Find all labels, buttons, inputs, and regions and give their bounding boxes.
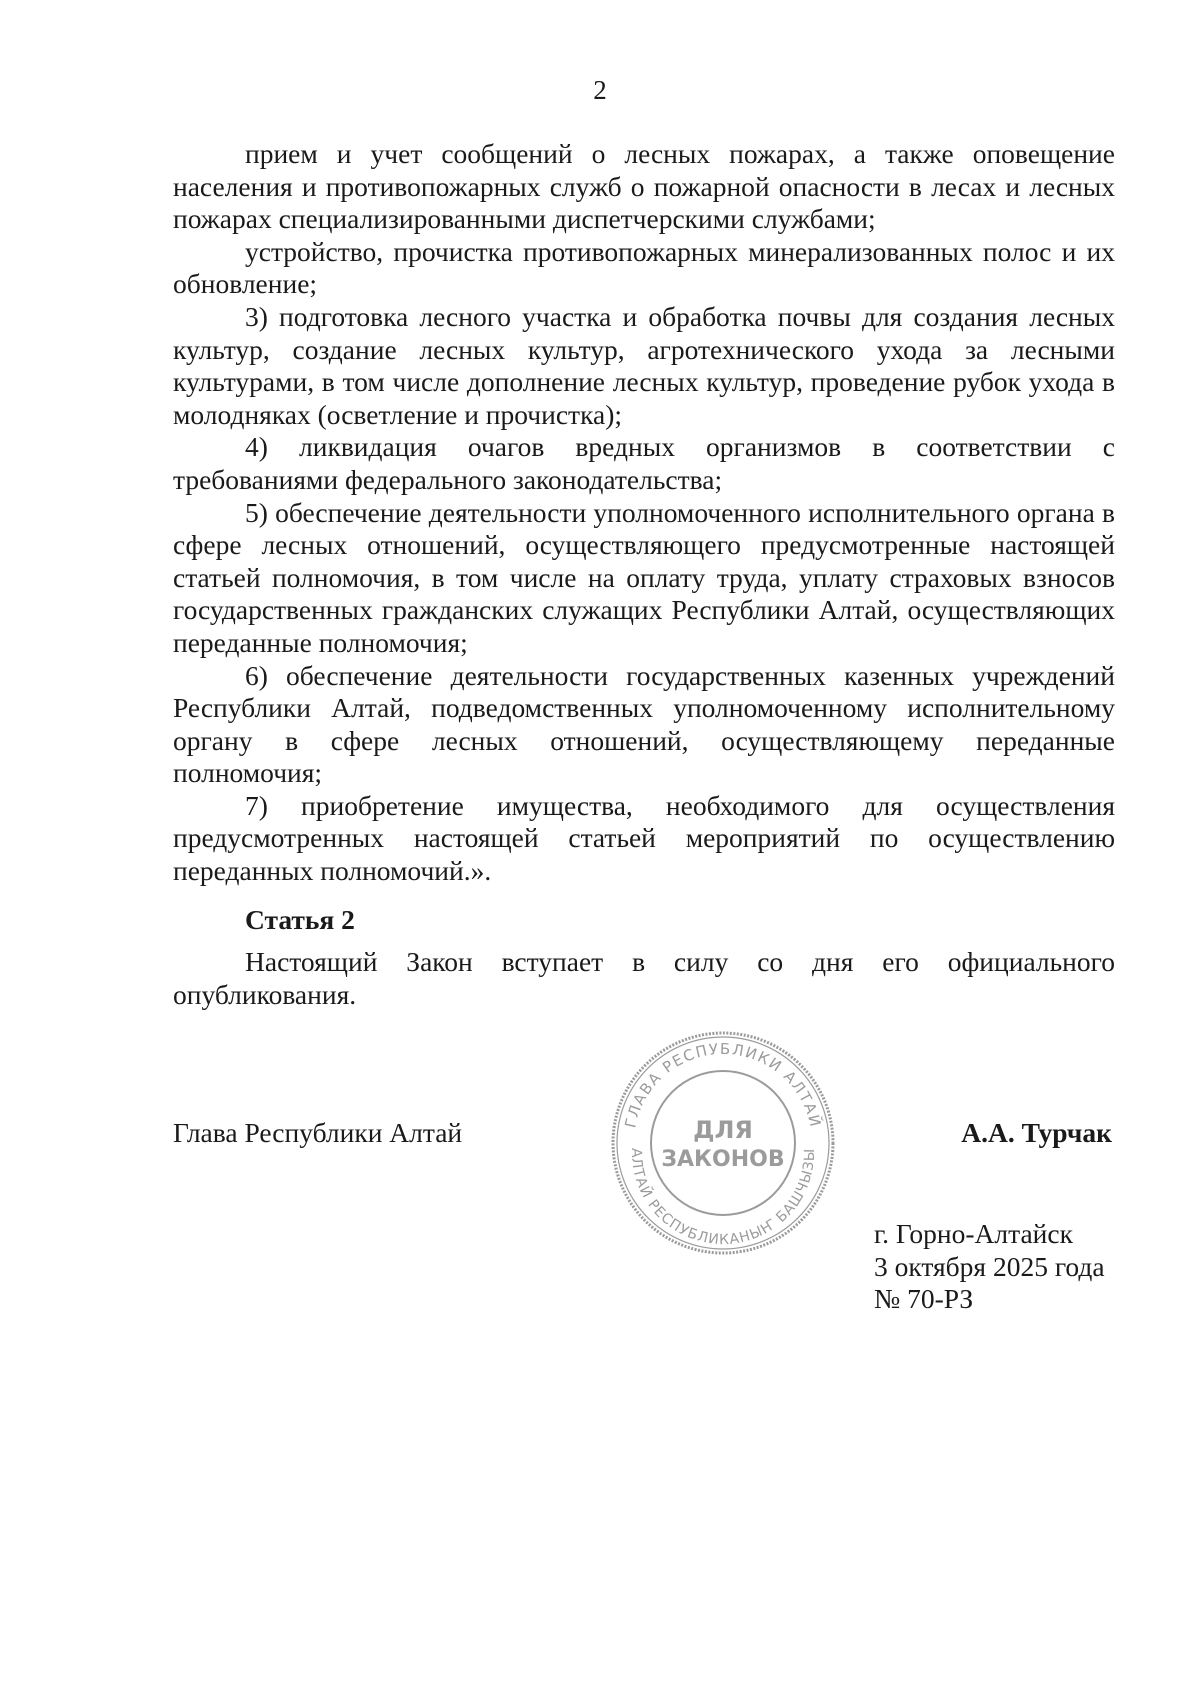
seal-outer-text-top: ГЛАВА РЕСПУБЛИКИ АЛТАЙ <box>621 1039 825 1130</box>
seal-outer-text-bottom: АЛТАЙ РЕСПУБЛИКАНЫҤ БАШЧЫЗЫ <box>627 1147 819 1249</box>
paragraph: 7) приобретение имущества, необходимого для осуществления предусмотренных настоящей статьей мероприятий по осуществлению переданных полномочий.». <box>173 789 1115 887</box>
signer-name: А.А. Турчак <box>961 1117 1112 1148</box>
date: 3 октября 2025 года <box>874 1250 1105 1282</box>
paragraph: 5) обеспечение деятельности уполномоченного исполнительного органа в сфере лесных отношений, осуществляющего предусмотренные настоящей статьей полномочия, в том числе на оплату труда, уплату страховых взносов государственных гражданских служащих Республики Алтай, осуществляющих переданные полномочия; <box>173 496 1115 658</box>
city: г. Горно-Алтайск <box>874 1218 1073 1249</box>
paragraph: 4) ликвидация очагов вредных организмов в соответствии с требованиями федерального законодательства; <box>173 431 1115 495</box>
paragraph: 3) подготовка лесного участка и обработка почвы для создания лесных культур, создание лесных культур, агротехнического ухода за лесными культурами, в том числе дополнение лесных культур, проведение рубок ухода в молодняках (осветление и прочистка); <box>173 300 1115 430</box>
seal-center-line2: ЗАКОНОВ <box>661 1147 785 1172</box>
paragraph: прием и учет сообщений о лесных пожарах, а также оповещение населения и противопожарных служб о пожарной опасности в лесах и лесных пожарах специализированными диспетчерскими службами; <box>173 138 1115 235</box>
place-date-number <box>874 1218 1105 1316</box>
signer-title: Глава Республики Алтай <box>173 1117 463 1148</box>
article-text: Настоящий Закон вступает в силу со дня его официального опубликования. <box>173 946 1115 1010</box>
page-number: 2 <box>593 75 607 105</box>
official-seal-stamp <box>608 1028 838 1258</box>
article-heading: Статья 2 <box>245 903 355 935</box>
law-number: № 70-РЗ <box>874 1283 974 1315</box>
paragraph: 6) обеспечение деятельности государственных казенных учреждений Республики Алтай, подведомственных уполномоченному исполнительному органу в сфере лесных отношений, осуществляющему переданные полномочия; <box>173 659 1115 789</box>
law-body <box>173 138 1115 1011</box>
seal-center-line1: ДЛЯ <box>693 1116 753 1144</box>
paragraph: устройство, прочистка противопожарных минерализованных полос и их обновление; <box>173 235 1115 300</box>
